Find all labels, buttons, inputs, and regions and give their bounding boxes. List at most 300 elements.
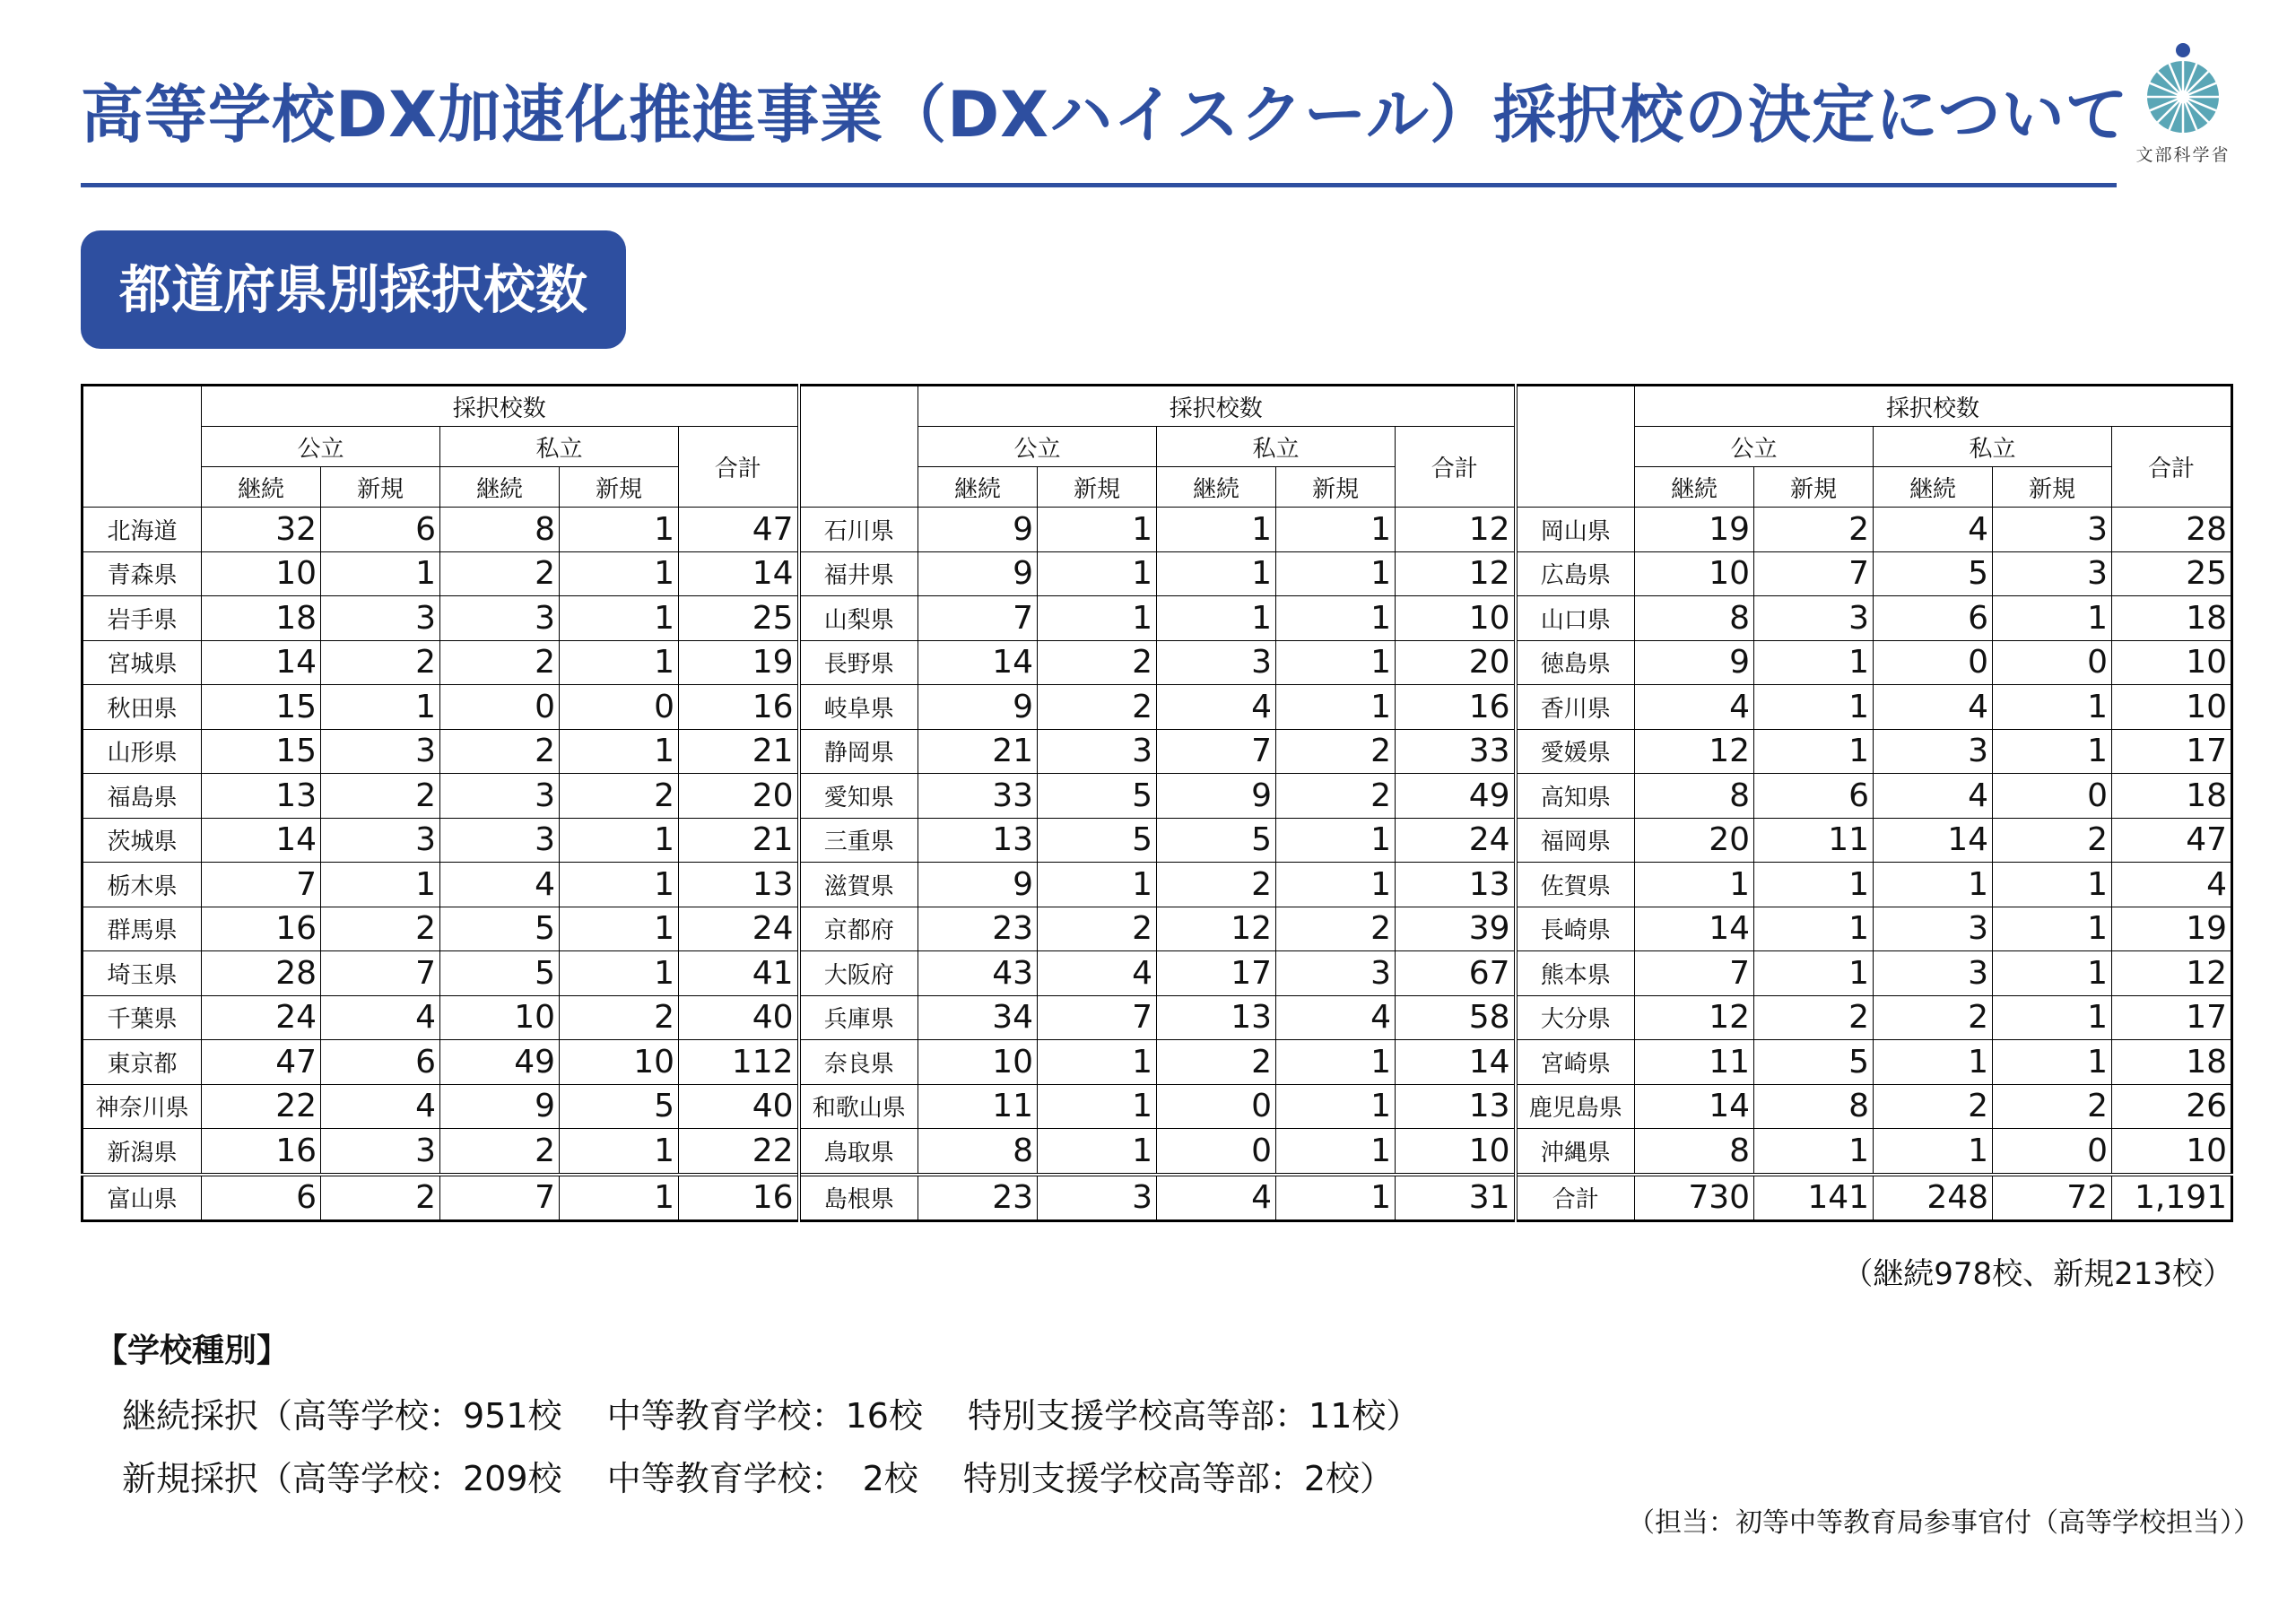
new-header: 新規 xyxy=(1276,467,1396,508)
private-continue-cell: 10 xyxy=(440,995,560,1040)
row-total-cell: 10 xyxy=(2112,685,2232,730)
public-continue-cell: 8 xyxy=(918,1129,1038,1175)
public-new-cell: 11 xyxy=(1754,818,1874,863)
public-continue-cell: 14 xyxy=(1635,1084,1754,1129)
pref-name-cell: 京都府 xyxy=(799,907,918,951)
row-total-cell: 112 xyxy=(679,1040,799,1085)
row-total-cell: 31 xyxy=(1396,1175,1516,1221)
ministry-logo xyxy=(2133,38,2233,166)
public-new-cell: 5 xyxy=(1754,1040,1874,1085)
public-new-cell: 1 xyxy=(1038,1129,1157,1175)
pref-header-blank xyxy=(799,386,918,508)
continue-header: 継続 xyxy=(1635,467,1754,508)
pref-name-cell: 福岡県 xyxy=(1516,818,1635,863)
public-continue-cell: 7 xyxy=(918,596,1038,641)
public-new-cell: 3 xyxy=(321,818,440,863)
row-total-cell: 20 xyxy=(679,774,799,819)
private-continue-cell: 3 xyxy=(440,596,560,641)
public-continue-cell: 43 xyxy=(918,951,1038,996)
public-new-cell: 1 xyxy=(321,863,440,907)
private-new-cell: 2 xyxy=(560,995,679,1040)
private-continue-cell: 3 xyxy=(440,774,560,819)
private-continue-cell: 4 xyxy=(1874,508,1993,552)
private-header: 私立 xyxy=(1874,427,2112,467)
public-continue-cell: 12 xyxy=(1635,995,1754,1040)
private-continue-cell: 2 xyxy=(440,640,560,685)
public-new-cell: 8 xyxy=(1754,1084,1874,1129)
row-total-cell: 26 xyxy=(2112,1084,2232,1129)
public-continue-cell: 47 xyxy=(202,1040,321,1085)
private-new-cell: 2 xyxy=(1993,1084,2112,1129)
public-new-cell: 3 xyxy=(321,1129,440,1175)
continue-header: 継続 xyxy=(440,467,560,508)
public-continue-cell: 10 xyxy=(202,551,321,596)
ministry-name: 文部科学省 xyxy=(2135,145,2231,165)
public-continue-cell: 28 xyxy=(202,951,321,996)
private-new-cell: 1 xyxy=(560,818,679,863)
row-total-cell: 10 xyxy=(1396,1129,1516,1175)
private-continue-cell: 2 xyxy=(1157,1040,1276,1085)
row-total-cell: 4 xyxy=(2112,863,2232,907)
table-row xyxy=(83,818,2232,863)
public-new-cell: 2 xyxy=(1754,995,1874,1040)
public-new-cell: 1 xyxy=(1038,1040,1157,1085)
private-continue-cell: 2 xyxy=(440,1129,560,1175)
private-new-cell: 2 xyxy=(560,774,679,819)
row-total-cell: 67 xyxy=(1396,951,1516,996)
row-total-cell: 16 xyxy=(679,1175,799,1221)
pref-name-cell: 青森県 xyxy=(83,551,202,596)
pref-name-cell: 新潟県 xyxy=(83,1129,202,1175)
private-continue-cell: 49 xyxy=(440,1040,560,1085)
private-continue-cell: 8 xyxy=(440,508,560,552)
row-total-cell: 12 xyxy=(2112,951,2232,996)
row-total-cell: 13 xyxy=(1396,863,1516,907)
private-new-cell: 1 xyxy=(1993,685,2112,730)
pref-name-cell: 鹿児島県 xyxy=(1516,1084,1635,1129)
private-continue-cell: 248 xyxy=(1874,1175,1993,1221)
public-new-cell: 2 xyxy=(321,774,440,819)
row-total-cell: 17 xyxy=(2112,995,2232,1040)
row-total-cell: 18 xyxy=(2112,596,2232,641)
row-total-cell: 10 xyxy=(2112,640,2232,685)
private-new-cell: 1 xyxy=(1276,640,1396,685)
new-header: 新規 xyxy=(1038,467,1157,508)
row-total-cell: 14 xyxy=(1396,1040,1516,1085)
private-continue-cell: 5 xyxy=(440,951,560,996)
total-header: 合計 xyxy=(679,427,799,508)
row-total-cell: 13 xyxy=(1396,1084,1516,1129)
private-continue-cell: 12 xyxy=(1157,907,1276,951)
private-continue-cell: 4 xyxy=(1157,685,1276,730)
private-new-cell: 2 xyxy=(1276,729,1396,774)
private-continue-cell: 5 xyxy=(440,907,560,951)
pref-name-cell: 石川県 xyxy=(799,508,918,552)
row-total-cell: 17 xyxy=(2112,729,2232,774)
private-new-cell: 1 xyxy=(1276,685,1396,730)
prefecture-table xyxy=(81,384,2233,1222)
row-total-cell: 47 xyxy=(2112,818,2232,863)
public-continue-cell: 7 xyxy=(202,863,321,907)
pref-name-cell: 山形県 xyxy=(83,729,202,774)
private-header: 私立 xyxy=(440,427,679,467)
pref-name-cell: 合計 xyxy=(1516,1175,1635,1221)
private-new-cell: 2 xyxy=(1993,818,2112,863)
total-header: 合計 xyxy=(1396,427,1516,508)
row-total-cell: 19 xyxy=(679,640,799,685)
public-continue-cell: 18 xyxy=(202,596,321,641)
public-continue-cell: 8 xyxy=(1635,1129,1754,1175)
private-continue-cell: 13 xyxy=(1157,995,1276,1040)
public-new-cell: 4 xyxy=(1038,951,1157,996)
pref-name-cell: 沖縄県 xyxy=(1516,1129,1635,1175)
private-new-cell: 1 xyxy=(560,640,679,685)
row-total-cell: 40 xyxy=(679,1084,799,1129)
public-new-cell: 6 xyxy=(1754,774,1874,819)
private-new-cell: 1 xyxy=(560,863,679,907)
row-total-cell: 28 xyxy=(2112,508,2232,552)
public-continue-cell: 14 xyxy=(918,640,1038,685)
row-total-cell: 18 xyxy=(2112,1040,2232,1085)
public-continue-cell: 32 xyxy=(202,508,321,552)
private-new-cell: 0 xyxy=(1993,640,2112,685)
private-new-cell: 1 xyxy=(1993,995,2112,1040)
row-total-cell: 33 xyxy=(1396,729,1516,774)
private-continue-cell: 2 xyxy=(440,729,560,774)
pref-name-cell: 高知県 xyxy=(1516,774,1635,819)
private-continue-cell: 3 xyxy=(1874,907,1993,951)
private-new-cell: 3 xyxy=(1993,551,2112,596)
pref-name-cell: 長崎県 xyxy=(1516,907,1635,951)
public-continue-cell: 10 xyxy=(918,1040,1038,1085)
public-continue-cell: 730 xyxy=(1635,1175,1754,1221)
pref-name-cell: 大分県 xyxy=(1516,995,1635,1040)
private-continue-cell: 1 xyxy=(1874,1040,1993,1085)
private-new-cell: 1 xyxy=(1993,1040,2112,1085)
table-row xyxy=(83,685,2232,730)
continue-header: 継続 xyxy=(1874,467,1993,508)
pref-name-cell: 鳥取県 xyxy=(799,1129,918,1175)
public-continue-cell: 14 xyxy=(202,640,321,685)
private-new-cell: 10 xyxy=(560,1040,679,1085)
public-continue-cell: 10 xyxy=(1635,551,1754,596)
public-continue-cell: 22 xyxy=(202,1084,321,1129)
private-continue-cell: 1 xyxy=(1157,596,1276,641)
pref-name-cell: 香川県 xyxy=(1516,685,1635,730)
public-continue-cell: 9 xyxy=(1635,640,1754,685)
public-continue-cell: 15 xyxy=(202,685,321,730)
public-new-cell: 1 xyxy=(1754,640,1874,685)
pref-name-cell: 神奈川県 xyxy=(83,1084,202,1129)
adopted-count-header: 採択校数 xyxy=(202,386,799,427)
private-new-cell: 1 xyxy=(560,729,679,774)
pref-header-blank xyxy=(83,386,202,508)
summary-note: （継続978校、新規213校） xyxy=(1842,1256,2233,1292)
pref-name-cell: 秋田県 xyxy=(83,685,202,730)
public-continue-cell: 34 xyxy=(918,995,1038,1040)
total-header: 合計 xyxy=(2112,427,2232,508)
public-continue-cell: 4 xyxy=(1635,685,1754,730)
public-new-cell: 2 xyxy=(321,640,440,685)
pref-name-cell: 東京都 xyxy=(83,1040,202,1085)
public-continue-cell: 13 xyxy=(202,774,321,819)
public-continue-cell: 14 xyxy=(202,818,321,863)
public-continue-cell: 24 xyxy=(202,995,321,1040)
public-new-cell: 141 xyxy=(1754,1175,1874,1221)
public-new-cell: 2 xyxy=(321,1175,440,1221)
private-new-cell: 1 xyxy=(560,1175,679,1221)
public-new-cell: 1 xyxy=(1754,1129,1874,1175)
public-new-cell: 3 xyxy=(1754,596,1874,641)
private-new-cell: 72 xyxy=(1993,1175,2112,1221)
private-new-cell: 1 xyxy=(1276,596,1396,641)
row-total-cell: 40 xyxy=(679,995,799,1040)
row-total-cell: 16 xyxy=(1396,685,1516,730)
public-continue-cell: 13 xyxy=(918,818,1038,863)
private-continue-cell: 2 xyxy=(1157,863,1276,907)
public-continue-cell: 20 xyxy=(1635,818,1754,863)
public-continue-cell: 14 xyxy=(1635,907,1754,951)
table-row xyxy=(83,551,2232,596)
private-new-cell: 1 xyxy=(1276,863,1396,907)
title-divider xyxy=(81,183,2117,187)
private-new-cell: 5 xyxy=(560,1084,679,1129)
private-continue-cell: 1 xyxy=(1157,551,1276,596)
private-new-cell: 1 xyxy=(1993,907,2112,951)
public-continue-cell: 7 xyxy=(1635,951,1754,996)
public-continue-cell: 9 xyxy=(918,508,1038,552)
private-new-cell: 3 xyxy=(1993,508,2112,552)
public-continue-cell: 23 xyxy=(918,1175,1038,1221)
private-continue-cell: 2 xyxy=(1874,1084,1993,1129)
public-continue-cell: 11 xyxy=(918,1084,1038,1129)
private-new-cell: 1 xyxy=(560,951,679,996)
public-header: 公立 xyxy=(202,427,440,467)
public-continue-cell: 16 xyxy=(202,1129,321,1175)
public-new-cell: 1 xyxy=(1038,596,1157,641)
pref-name-cell: 富山県 xyxy=(83,1175,202,1221)
private-new-cell: 1 xyxy=(1276,508,1396,552)
private-continue-cell: 4 xyxy=(1157,1175,1276,1221)
public-new-cell: 3 xyxy=(321,729,440,774)
public-new-cell: 3 xyxy=(1038,1175,1157,1221)
pref-name-cell: 長野県 xyxy=(799,640,918,685)
private-continue-cell: 14 xyxy=(1874,818,1993,863)
table-row xyxy=(83,1175,2232,1221)
table-row xyxy=(83,1084,2232,1129)
pref-name-cell: 茨城県 xyxy=(83,818,202,863)
adopted-count-header: 採択校数 xyxy=(918,386,1516,427)
pref-name-cell: 兵庫県 xyxy=(799,995,918,1040)
public-new-cell: 2 xyxy=(1038,907,1157,951)
pref-name-cell: 栃木県 xyxy=(83,863,202,907)
public-new-cell: 3 xyxy=(1038,729,1157,774)
private-continue-cell: 1 xyxy=(1157,508,1276,552)
public-new-cell: 6 xyxy=(321,508,440,552)
new-header: 新規 xyxy=(560,467,679,508)
private-continue-cell: 9 xyxy=(1157,774,1276,819)
table-row xyxy=(83,863,2232,907)
private-new-cell: 1 xyxy=(1276,551,1396,596)
private-continue-cell: 6 xyxy=(1874,596,1993,641)
row-total-cell: 14 xyxy=(679,551,799,596)
row-total-cell: 16 xyxy=(679,685,799,730)
pref-name-cell: 愛媛県 xyxy=(1516,729,1635,774)
public-continue-cell: 6 xyxy=(202,1175,321,1221)
public-new-cell: 6 xyxy=(321,1040,440,1085)
row-total-cell: 1,191 xyxy=(2112,1175,2232,1221)
row-total-cell: 10 xyxy=(2112,1129,2232,1175)
private-continue-cell: 17 xyxy=(1157,951,1276,996)
private-continue-cell: 7 xyxy=(440,1175,560,1221)
private-new-cell: 2 xyxy=(1276,774,1396,819)
private-new-cell: 0 xyxy=(1993,774,2112,819)
mext-emblem-icon xyxy=(2142,38,2224,136)
private-continue-cell: 0 xyxy=(1157,1084,1276,1129)
row-total-cell: 58 xyxy=(1396,995,1516,1040)
public-new-cell: 1 xyxy=(1038,551,1157,596)
private-continue-cell: 3 xyxy=(1874,951,1993,996)
public-continue-cell: 1 xyxy=(1635,863,1754,907)
pref-name-cell: 滋賀県 xyxy=(799,863,918,907)
table-row xyxy=(83,1129,2232,1175)
table-row xyxy=(83,729,2232,774)
private-continue-cell: 5 xyxy=(1874,551,1993,596)
public-new-cell: 2 xyxy=(1754,508,1874,552)
pref-name-cell: 福島県 xyxy=(83,774,202,819)
continue-header: 継続 xyxy=(1157,467,1276,508)
row-total-cell: 12 xyxy=(1396,508,1516,552)
public-new-cell: 5 xyxy=(1038,818,1157,863)
table-row xyxy=(83,508,2232,552)
pref-name-cell: 宮崎県 xyxy=(1516,1040,1635,1085)
public-continue-cell: 33 xyxy=(918,774,1038,819)
public-new-cell: 2 xyxy=(1038,685,1157,730)
pref-name-cell: 島根県 xyxy=(799,1175,918,1221)
private-new-cell: 1 xyxy=(560,551,679,596)
new-header: 新規 xyxy=(1993,467,2112,508)
private-continue-cell: 1 xyxy=(1874,1129,1993,1175)
pref-name-cell: 岩手県 xyxy=(83,596,202,641)
public-continue-cell: 19 xyxy=(1635,508,1754,552)
private-new-cell: 1 xyxy=(1276,1175,1396,1221)
page-title: 高等学校DX加速化推進事業（DXハイスクール）採択校の決定について xyxy=(81,78,2129,152)
private-new-cell: 0 xyxy=(560,685,679,730)
continue-adoption-line: 継続採択（高等学校：951校 中等教育学校：16校 特別支援学校高等部：11校） xyxy=(122,1396,1421,1436)
private-new-cell: 1 xyxy=(1276,1084,1396,1129)
private-header: 私立 xyxy=(1157,427,1396,467)
pref-name-cell: 岡山県 xyxy=(1516,508,1635,552)
public-continue-cell: 8 xyxy=(1635,774,1754,819)
public-new-cell: 4 xyxy=(321,1084,440,1129)
private-new-cell: 1 xyxy=(560,596,679,641)
private-new-cell: 1 xyxy=(560,907,679,951)
public-new-cell: 1 xyxy=(1754,729,1874,774)
row-total-cell: 20 xyxy=(1396,640,1516,685)
public-new-cell: 1 xyxy=(1038,863,1157,907)
private-continue-cell: 3 xyxy=(440,818,560,863)
pref-name-cell: 三重県 xyxy=(799,818,918,863)
pref-name-cell: 群馬県 xyxy=(83,907,202,951)
pref-name-cell: 北海道 xyxy=(83,508,202,552)
table-row xyxy=(83,907,2232,951)
pref-name-cell: 千葉県 xyxy=(83,995,202,1040)
pref-name-cell: 和歌山県 xyxy=(799,1084,918,1129)
public-new-cell: 2 xyxy=(321,907,440,951)
pref-name-cell: 佐賀県 xyxy=(1516,863,1635,907)
private-continue-cell: 0 xyxy=(1874,640,1993,685)
table-row xyxy=(83,951,2232,996)
pref-name-cell: 宮城県 xyxy=(83,640,202,685)
public-new-cell: 4 xyxy=(321,995,440,1040)
row-total-cell: 21 xyxy=(679,729,799,774)
private-continue-cell: 9 xyxy=(440,1084,560,1129)
public-new-cell: 2 xyxy=(1038,640,1157,685)
private-new-cell: 3 xyxy=(1276,951,1396,996)
pref-name-cell: 熊本県 xyxy=(1516,951,1635,996)
table-row xyxy=(83,774,2232,819)
pref-header-blank xyxy=(1516,386,1635,508)
continue-header: 継続 xyxy=(202,467,321,508)
private-continue-cell: 0 xyxy=(1157,1129,1276,1175)
private-new-cell: 1 xyxy=(1993,951,2112,996)
public-header: 公立 xyxy=(1635,427,1874,467)
new-header: 新規 xyxy=(1754,467,1874,508)
private-new-cell: 0 xyxy=(1993,1129,2112,1175)
private-continue-cell: 4 xyxy=(1874,774,1993,819)
row-total-cell: 24 xyxy=(679,907,799,951)
pref-name-cell: 愛知県 xyxy=(799,774,918,819)
new-header: 新規 xyxy=(321,467,440,508)
private-new-cell: 1 xyxy=(1993,729,2112,774)
public-continue-cell: 15 xyxy=(202,729,321,774)
public-new-cell: 5 xyxy=(1038,774,1157,819)
private-continue-cell: 4 xyxy=(1874,685,1993,730)
pref-name-cell: 大阪府 xyxy=(799,951,918,996)
table-row xyxy=(83,995,2232,1040)
public-continue-cell: 23 xyxy=(918,907,1038,951)
public-new-cell: 1 xyxy=(1038,1084,1157,1129)
row-total-cell: 22 xyxy=(679,1129,799,1175)
private-continue-cell: 4 xyxy=(440,863,560,907)
public-header: 公立 xyxy=(918,427,1157,467)
public-new-cell: 7 xyxy=(1038,995,1157,1040)
private-continue-cell: 1 xyxy=(1874,863,1993,907)
public-continue-cell: 21 xyxy=(918,729,1038,774)
continue-header: 継続 xyxy=(918,467,1038,508)
row-total-cell: 10 xyxy=(1396,596,1516,641)
row-total-cell: 49 xyxy=(1396,774,1516,819)
private-new-cell: 1 xyxy=(1993,596,2112,641)
public-continue-cell: 9 xyxy=(918,685,1038,730)
private-continue-cell: 2 xyxy=(440,551,560,596)
public-new-cell: 3 xyxy=(321,596,440,641)
row-total-cell: 12 xyxy=(1396,551,1516,596)
private-new-cell: 1 xyxy=(1276,818,1396,863)
private-new-cell: 1 xyxy=(560,508,679,552)
contact-note: （担当：初等中等教育局参事官付（高等学校担当）） xyxy=(1628,1507,2260,1539)
pref-name-cell: 静岡県 xyxy=(799,729,918,774)
private-new-cell: 1 xyxy=(1276,1040,1396,1085)
row-total-cell: 41 xyxy=(679,951,799,996)
table-body xyxy=(83,508,2232,1221)
pref-name-cell: 岐阜県 xyxy=(799,685,918,730)
public-continue-cell: 9 xyxy=(918,863,1038,907)
private-continue-cell: 0 xyxy=(440,685,560,730)
pref-name-cell: 埼玉県 xyxy=(83,951,202,996)
pref-name-cell: 福井県 xyxy=(799,551,918,596)
public-new-cell: 1 xyxy=(321,551,440,596)
